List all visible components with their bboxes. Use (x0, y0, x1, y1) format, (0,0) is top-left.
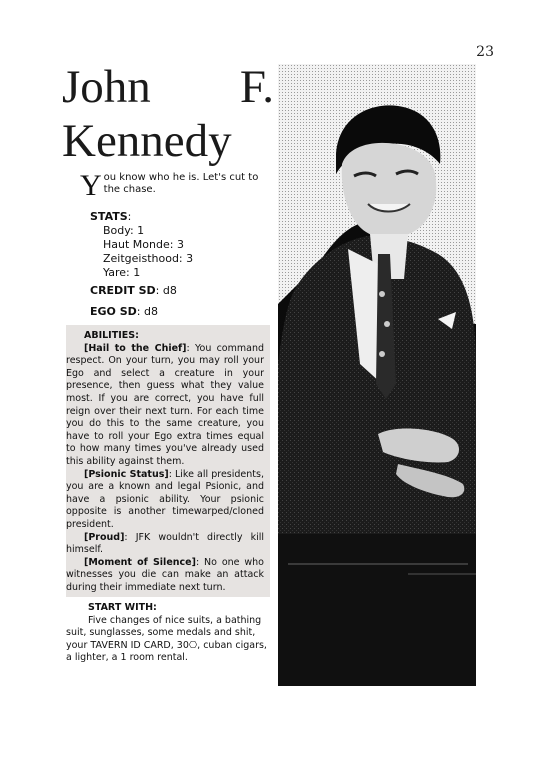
ego-sd-value: : d8 (136, 305, 158, 318)
credit-sd-value: : d8 (155, 284, 177, 297)
stat-yare: Yare: 1 (103, 266, 141, 279)
title-word-kennedy: Kennedy (62, 115, 232, 167)
ability-name: [Proud] (84, 531, 125, 543)
start-with-block (66, 602, 270, 665)
page-number: 23 (476, 44, 494, 60)
ability-text: : Like all presidents, you are a known and legal Psionic, and have a psionic ability. Your psionic opposite is another timewarped/cloned president. (66, 468, 264, 530)
ability-text: : You command respect. On your turn, you may roll your Ego and select a creature in your presence, then guess what they value most. If you are correct, you have full reign over their next turn. For each time you do this to the same creature, you have to roll your Ego extra times equal to how many times you've already used this ability against them. (66, 342, 264, 467)
ability-text: : No one who witnesses you die can make an attack during their immediate next turn. (66, 556, 264, 593)
start-with-text: Five changes of nice suits, a bathing suit, sunglasses, some medals and shit, your TAVERN ID CARD, 30⎔, cuban cigars, a lighter, a 1 room rental. (66, 614, 267, 664)
ego-sd-label: EGO SD (90, 305, 137, 318)
intro-text: ou know who he is. Let's cut to the chase. (103, 172, 259, 195)
ability-name: [Moment of Silence] (84, 556, 196, 568)
ability-proud (66, 532, 264, 557)
ability-hail-to-the-chief (66, 343, 264, 469)
stat-haut-monde: Haut Monde: 3 (103, 238, 184, 251)
credit-sd-label: CREDIT SD (90, 284, 156, 297)
credit-sd (90, 284, 177, 297)
abilities-box (66, 325, 270, 597)
stat-zeitgeisthood: Zeitgeisthood: 3 (103, 252, 194, 265)
ability-moment-of-silence (66, 557, 264, 595)
stats-heading: STATS (90, 210, 128, 223)
start-with-heading: START WITH: (88, 602, 157, 613)
stats-block (90, 210, 193, 280)
title-word-initial: F. (239, 61, 274, 113)
abilities-heading: ABILITIES: (84, 330, 139, 341)
stats-colon: : (127, 210, 132, 223)
ability-name: [Psionic Status] (84, 468, 169, 480)
ability-psionic-status (66, 469, 264, 532)
stat-body: Body: 1 (103, 224, 145, 237)
intro-paragraph (80, 169, 270, 202)
ability-name: [Hail to the Chief] (84, 342, 187, 354)
page-title (62, 60, 274, 168)
ego-sd (90, 305, 158, 318)
title-word-john: John (62, 61, 151, 113)
drop-cap: Y (80, 169, 102, 202)
ability-text: : JFK wouldn't directly kill himself. (66, 531, 264, 556)
portrait-photo (278, 64, 476, 686)
